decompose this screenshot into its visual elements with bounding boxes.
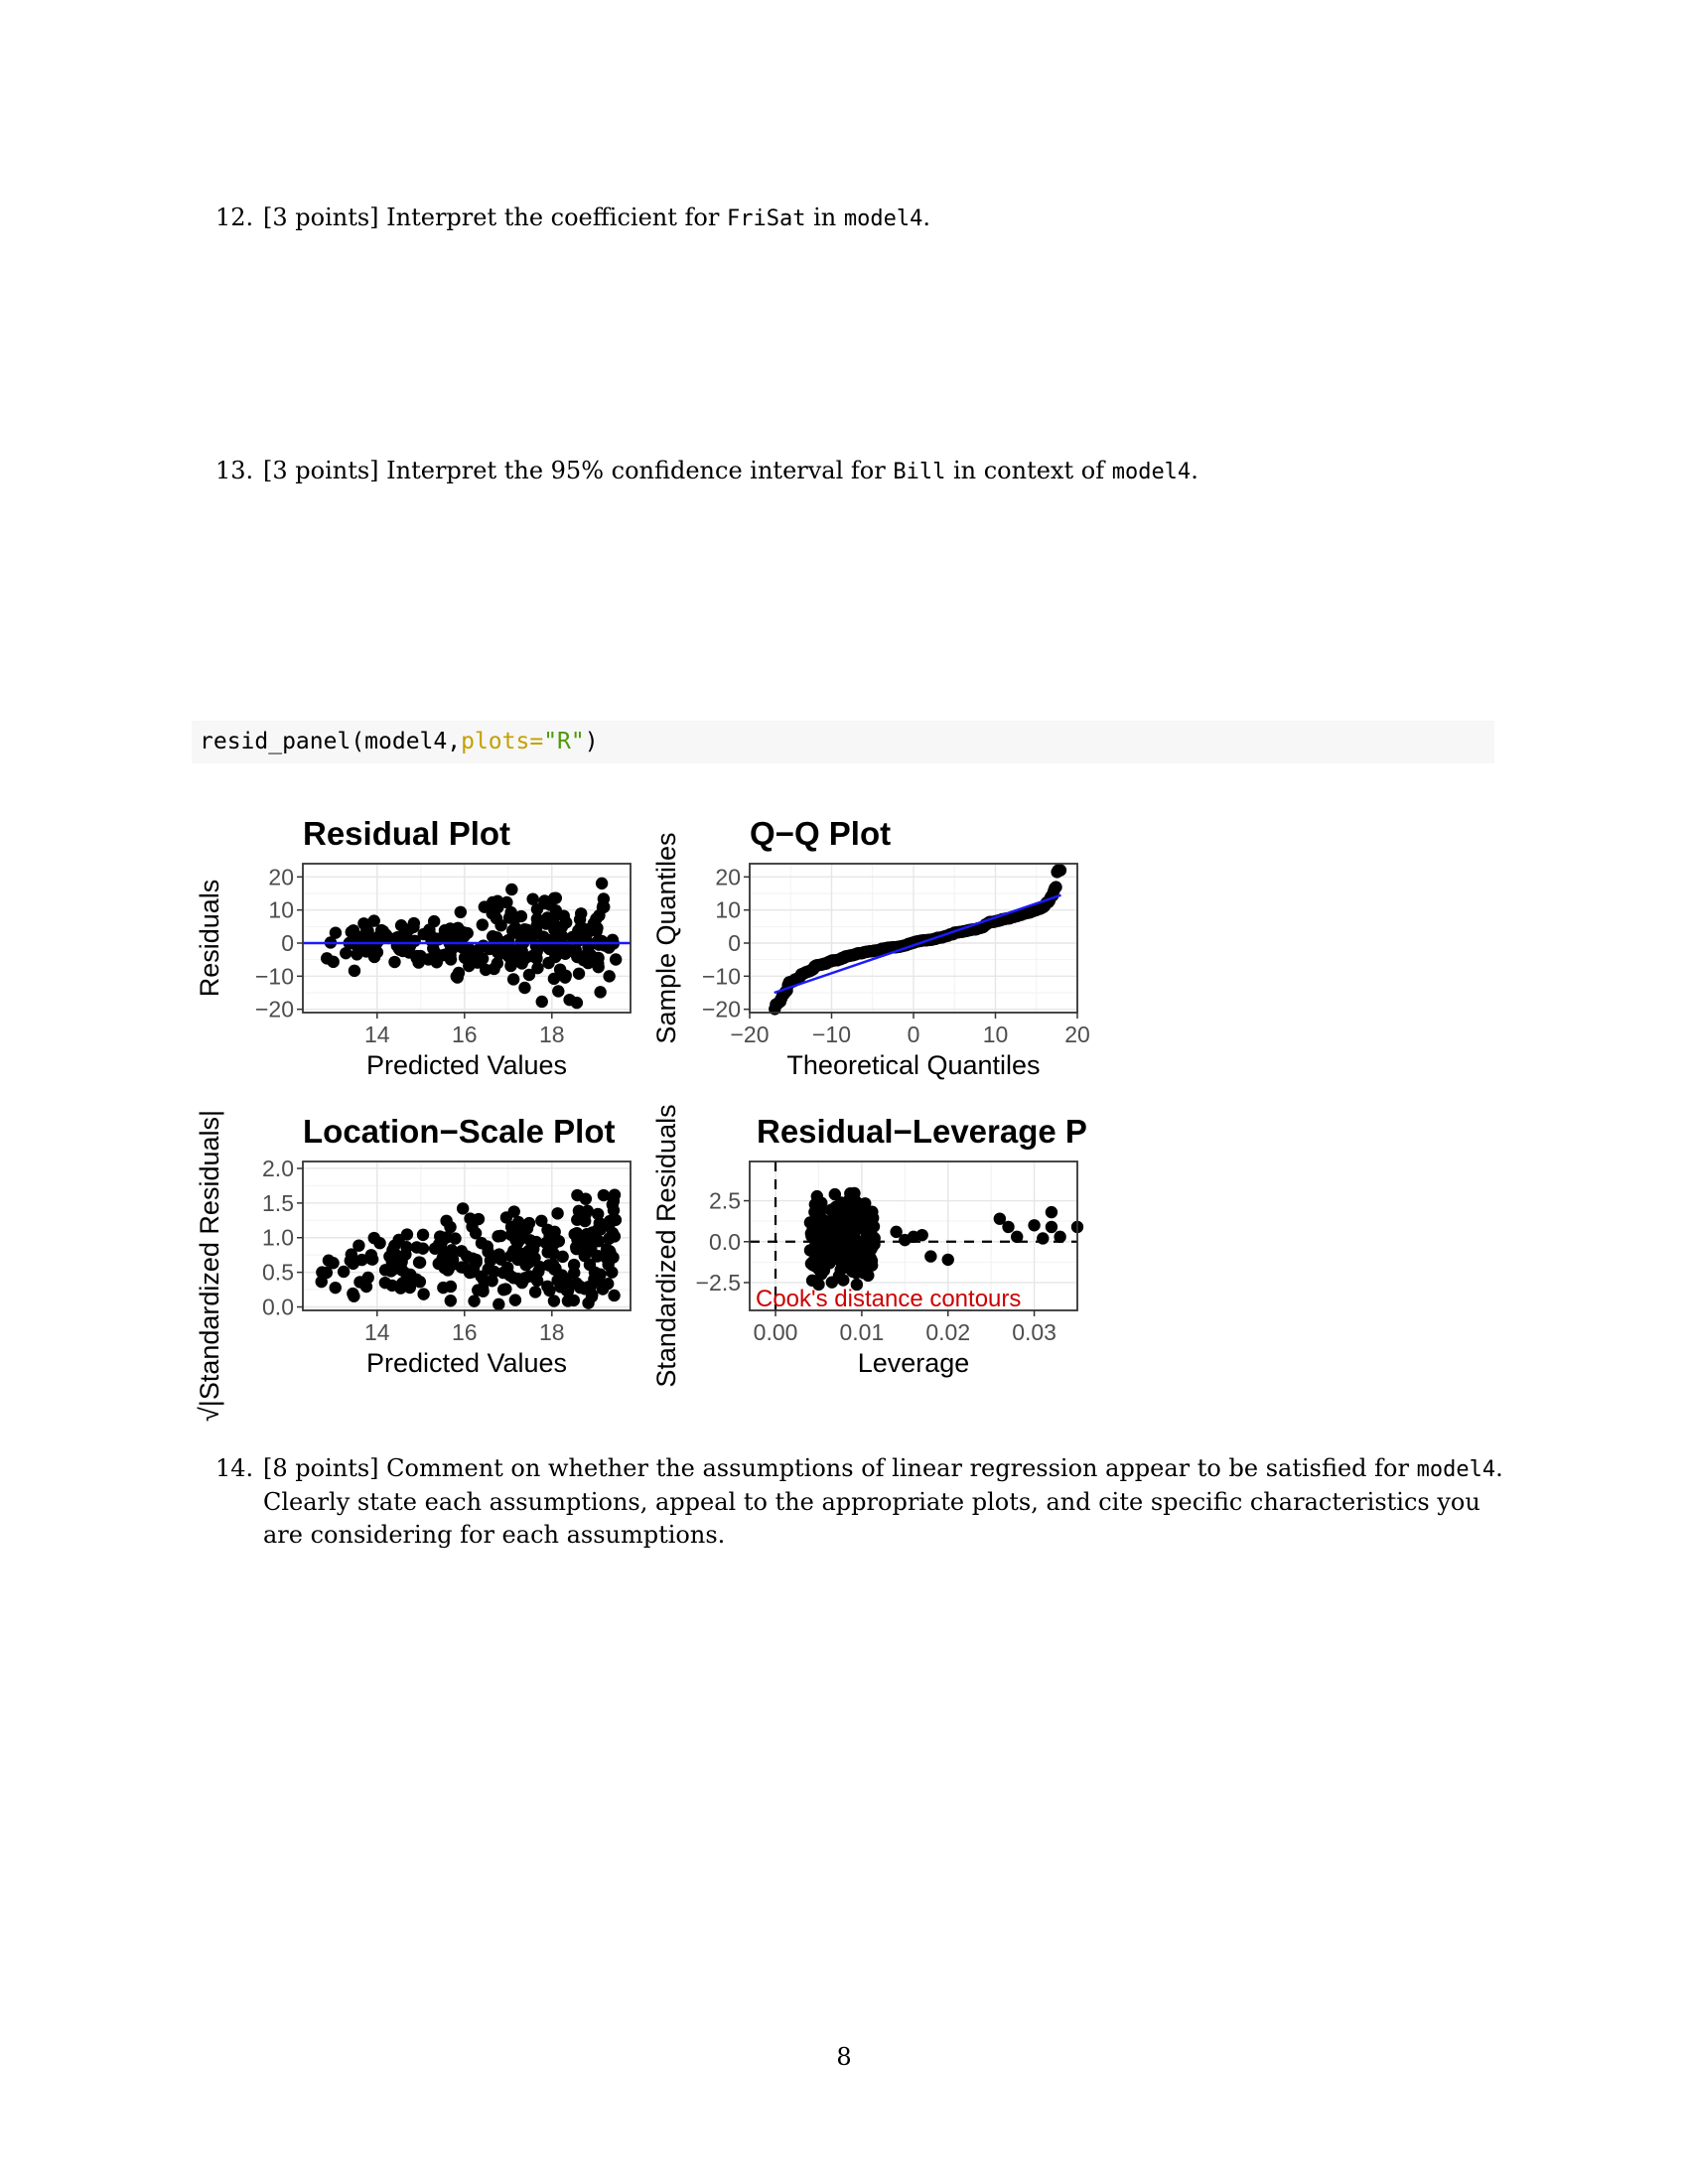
- x-tick-label: −10: [811, 1022, 852, 1047]
- data-point: [499, 1283, 511, 1295]
- data-point: [395, 1256, 407, 1268]
- data-point: [353, 1276, 365, 1288]
- chart-title: Location−Scale Plot: [303, 1113, 616, 1150]
- data-point: [531, 1275, 543, 1287]
- data-point: [494, 1253, 506, 1265]
- data-point: [566, 931, 578, 943]
- y-tick-label: 2.0: [262, 1155, 294, 1181]
- y-tick-label: 0.5: [262, 1259, 294, 1286]
- x-tick-label: 16: [452, 1319, 478, 1345]
- data-point: [515, 910, 527, 922]
- data-point: [606, 1266, 618, 1278]
- data-point: [500, 896, 512, 908]
- data-point: [571, 997, 583, 1009]
- data-point: [601, 1253, 613, 1265]
- data-point: [417, 1229, 429, 1241]
- data-point: [575, 907, 587, 919]
- y-axis-label: Standardized Residuals: [651, 1104, 681, 1388]
- data-point: [477, 918, 489, 930]
- data-point: [915, 1229, 927, 1241]
- question-number: 12.: [215, 204, 254, 231]
- data-point: [608, 1195, 620, 1207]
- data-point: [347, 1288, 358, 1299]
- data-point: [586, 1291, 598, 1302]
- data-point: [530, 924, 542, 936]
- code-block: resid_panel(model4,plots="R"): [192, 721, 1494, 763]
- data-point: [468, 1295, 480, 1306]
- x-tick-label: 20: [1064, 1022, 1090, 1047]
- data-point: [445, 1281, 457, 1293]
- data-point: [830, 1200, 842, 1212]
- data-point: [523, 1217, 535, 1229]
- data-point: [346, 926, 357, 938]
- data-point: [388, 956, 400, 968]
- data-point: [330, 1282, 342, 1294]
- data-point: [573, 968, 585, 980]
- data-point: [486, 1275, 497, 1287]
- y-tick-label: 0.0: [709, 1228, 741, 1255]
- data-point: [577, 1234, 589, 1246]
- data-point: [839, 1227, 851, 1239]
- question-number: 13.: [215, 457, 254, 484]
- data-point: [542, 957, 554, 969]
- x-tick-label: 16: [452, 1022, 478, 1047]
- data-point: [837, 1274, 849, 1286]
- data-point: [1028, 1219, 1040, 1231]
- data-point: [414, 950, 426, 962]
- y-tick-label: 10: [268, 896, 294, 923]
- data-point: [512, 1216, 524, 1228]
- data-point: [1055, 864, 1066, 876]
- data-point: [505, 884, 517, 895]
- data-point: [360, 922, 372, 934]
- data-point: [413, 1256, 425, 1268]
- y-tick-label: −20: [701, 996, 741, 1023]
- data-point: [511, 1237, 523, 1249]
- data-point: [352, 1239, 364, 1251]
- x-axis-label: Predicted Values: [365, 1348, 568, 1378]
- question-number: 14.: [215, 1454, 254, 1482]
- x-tick-label: 0.02: [925, 1319, 971, 1345]
- data-point: [508, 1205, 520, 1217]
- data-point: [584, 1244, 596, 1256]
- data-point: [368, 1232, 380, 1244]
- data-point: [550, 891, 562, 903]
- data-point: [327, 1257, 339, 1269]
- data-point: [457, 1202, 469, 1214]
- data-point: [519, 1272, 531, 1284]
- x-tick-label: 0.03: [1012, 1319, 1056, 1345]
- x-axis-label: Predicted Values: [365, 1050, 568, 1080]
- data-point: [852, 1249, 864, 1261]
- data-point: [585, 949, 597, 961]
- data-point: [582, 1205, 594, 1217]
- data-point: [387, 1243, 399, 1255]
- data-point: [857, 1267, 869, 1279]
- y-tick-label: 0.0: [262, 1294, 294, 1320]
- data-point: [1050, 881, 1061, 892]
- y-tick-label: 2.5: [709, 1187, 741, 1214]
- data-point: [942, 1254, 954, 1266]
- chart-panel-1: [195, 815, 631, 1080]
- data-point: [455, 906, 467, 918]
- chart-panel-2: [651, 815, 1090, 1080]
- data-point: [607, 1227, 619, 1239]
- data-point: [536, 996, 548, 1008]
- data-point: [571, 1278, 583, 1290]
- x-tick-label: 14: [364, 1022, 390, 1047]
- data-point: [593, 1235, 605, 1247]
- data-point: [464, 1267, 476, 1279]
- question-text: [8 points] Comment on whether the assumptions of linear regression appear to be satisfied for model4. Clearly state each assumptions, appeal to the appropriate plots, and cite specific characteristics you are considering for each assumptions.: [263, 1454, 1503, 1549]
- data-point: [541, 1224, 553, 1236]
- data-point: [548, 1263, 560, 1275]
- data-point: [443, 935, 455, 947]
- data-point: [811, 1243, 823, 1255]
- data-point: [824, 1215, 836, 1227]
- data-point: [844, 1187, 856, 1199]
- y-axis-label: Sample Quantiles: [651, 832, 681, 1044]
- data-point: [377, 925, 389, 937]
- y-tick-label: −10: [254, 963, 294, 990]
- y-tick-label: 10: [715, 896, 741, 923]
- data-point: [603, 970, 615, 982]
- data-point: [523, 969, 535, 981]
- data-point: [417, 1288, 429, 1299]
- data-point: [441, 1231, 453, 1243]
- x-tick-label: 18: [539, 1319, 565, 1345]
- data-point: [596, 935, 608, 947]
- data-point: [497, 1267, 509, 1279]
- residual-panel-figure: [195, 809, 1112, 1423]
- data-point: [548, 1295, 560, 1306]
- page-number: 8: [836, 2043, 852, 2071]
- y-tick-label: −20: [254, 996, 294, 1023]
- question-text: [3 points] Interpret the coefficient for FriSat in model4.: [263, 204, 930, 231]
- data-point: [429, 946, 441, 958]
- data-point: [551, 1207, 563, 1219]
- data-point: [571, 1189, 583, 1201]
- chart-panel-4: [651, 1104, 1087, 1387]
- x-tick-label: 18: [539, 1022, 565, 1047]
- x-tick-label: 0.00: [753, 1319, 798, 1345]
- data-point: [345, 1255, 356, 1267]
- data-point: [522, 1257, 534, 1269]
- data-point: [865, 1224, 877, 1236]
- cooks-distance-label: Cook's distance contours: [756, 1286, 1022, 1312]
- data-point: [423, 923, 435, 935]
- data-point: [596, 878, 608, 889]
- data-point: [396, 1278, 408, 1290]
- y-tick-label: 0: [728, 930, 741, 956]
- chart-title: Residual−Leverage P: [757, 1113, 1087, 1150]
- data-point: [552, 985, 564, 997]
- data-point: [610, 953, 622, 965]
- y-tick-label: −10: [701, 963, 741, 990]
- data-point: [395, 919, 407, 931]
- x-tick-label: 14: [364, 1319, 390, 1345]
- data-point: [330, 926, 342, 938]
- data-point: [515, 957, 527, 969]
- data-point: [529, 1286, 541, 1297]
- data-point: [425, 934, 437, 946]
- data-point: [480, 964, 492, 976]
- data-point: [598, 900, 610, 912]
- data-point: [534, 1261, 546, 1273]
- data-point: [853, 1201, 865, 1213]
- data-point: [551, 1275, 563, 1287]
- y-tick-label: 1.5: [262, 1189, 294, 1216]
- x-tick-label: 0: [907, 1022, 920, 1047]
- data-point: [408, 935, 420, 947]
- data-point: [530, 945, 542, 957]
- data-point: [541, 1246, 553, 1258]
- data-point: [444, 1248, 456, 1260]
- chart-title: Q−Q Plot: [750, 815, 892, 852]
- data-point: [492, 946, 503, 958]
- x-axis-label: Leverage: [857, 1348, 970, 1378]
- data-point: [807, 1256, 819, 1268]
- data-point: [316, 1276, 328, 1288]
- y-tick-label: 1.0: [262, 1224, 294, 1251]
- data-point: [518, 982, 530, 994]
- data-point: [411, 1241, 423, 1253]
- data-point: [445, 953, 457, 965]
- data-point: [829, 1188, 841, 1200]
- data-point: [531, 912, 543, 924]
- data-point: [868, 1238, 880, 1250]
- data-point: [556, 1251, 568, 1263]
- data-point: [393, 943, 405, 955]
- data-point: [477, 1286, 489, 1297]
- data-point: [1046, 1206, 1057, 1218]
- data-point: [360, 945, 372, 957]
- data-point: [479, 900, 491, 912]
- data-point: [544, 1235, 556, 1247]
- data-point: [608, 1290, 620, 1301]
- y-tick-label: 20: [268, 864, 294, 890]
- data-point: [507, 973, 519, 985]
- data-point: [445, 1295, 457, 1306]
- data-point: [808, 1206, 820, 1218]
- data-point: [602, 1278, 614, 1290]
- data-point: [453, 967, 465, 979]
- data-point: [527, 1243, 539, 1255]
- y-tick-label: −2.5: [695, 1269, 741, 1296]
- question-text: [3 points] Interpret the 95% confidence interval for Bill in context of model4.: [263, 457, 1198, 484]
- data-point: [321, 952, 333, 964]
- chart-panel-3: [195, 1110, 631, 1422]
- data-point: [581, 923, 593, 935]
- data-point: [559, 971, 571, 983]
- y-axis-label: Residuals: [195, 879, 224, 998]
- data-point: [349, 965, 360, 977]
- chart-title: Residual Plot: [303, 815, 511, 852]
- data-point: [492, 1298, 504, 1310]
- data-point: [835, 1243, 847, 1255]
- data-point: [584, 1259, 596, 1271]
- y-tick-label: 20: [715, 864, 741, 890]
- data-point: [366, 1253, 378, 1265]
- data-point: [338, 1266, 350, 1278]
- data-point: [465, 952, 477, 964]
- x-tick-label: 0.01: [839, 1319, 885, 1345]
- data-point: [476, 1237, 488, 1249]
- data-point: [548, 973, 560, 985]
- y-tick-label: 0: [281, 930, 294, 956]
- data-point: [494, 919, 506, 931]
- data-point: [408, 917, 420, 929]
- data-point: [924, 1250, 936, 1262]
- x-tick-label: −20: [730, 1022, 770, 1047]
- x-axis-label: Theoretical Quantiles: [786, 1050, 1041, 1080]
- data-point: [1002, 1221, 1014, 1233]
- data-point: [824, 1229, 836, 1241]
- x-tick-label: 10: [982, 1022, 1009, 1047]
- data-point: [568, 1295, 580, 1306]
- data-point: [492, 1230, 503, 1242]
- data-point: [410, 1274, 422, 1286]
- data-point: [1046, 1221, 1057, 1233]
- data-point: [509, 1294, 521, 1305]
- data-point: [440, 1215, 452, 1227]
- y-axis-label: √|Standardized Residuals|: [195, 1109, 224, 1423]
- data-point: [475, 1271, 487, 1283]
- data-point: [379, 1264, 391, 1276]
- data-point: [594, 986, 606, 998]
